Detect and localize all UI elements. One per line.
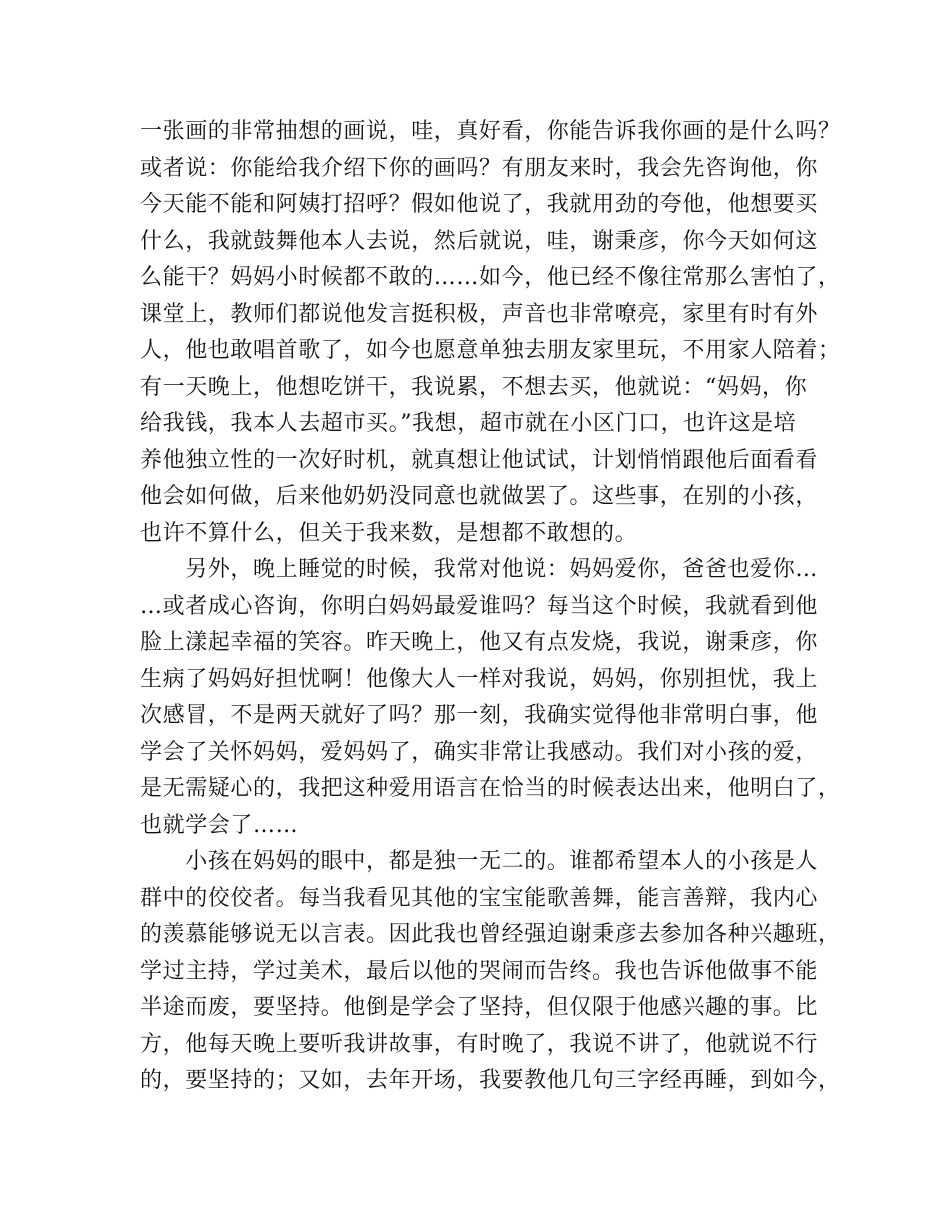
- text-line: 学过主持，学过美术，最后以他的哭闹而告终。我也告诉他做事不能: [140, 958, 819, 984]
- text-line: 是无需疑心的，我把这种爱用语言在恰当的时候表达出来，他明白了，: [140, 776, 841, 801]
- text-line: 脸上漾起幸福的笑容。昨天晚上，他又有点发烧，我说，谢秉彦，你: [140, 630, 819, 655]
- text-line: 的，要坚持的；又如，去年开场，我要教他几句三字经再睡，到如今，: [140, 1068, 841, 1093]
- text-line: 或者说：你能给我介绍下你的画吗？有朋友来时，我会先咨询他，你: [140, 155, 819, 181]
- text-line: 小孩在妈妈的眼中，都是独一无二的。谁都希望本人的小孩是人: [140, 849, 819, 874]
- text-line: 课堂上，教师们都说他发言挺积极，声音也非常嘹亮，家里有时有外: [140, 301, 819, 327]
- text-line: 次感冒，不是两天就好了吗？那一刻，我确实觉得他非常明白事，他: [140, 703, 819, 728]
- text-line: 的羡慕能够说无以言表。因此我也曾经强迫谢秉彦去参加各种兴趣班，: [140, 922, 841, 947]
- text-line: 生病了妈妈好担忧啊！他像大人一样对我说，妈妈，你别担忧，我上: [140, 666, 819, 692]
- text-line: 给我钱，我本人去超市买。”我想，超市就在小区门口，也许这是培: [140, 411, 797, 436]
- text-line: 人，他也敢唱首歌了，如今也愿意单独去朋友家里玩，不用家人陪着；: [140, 338, 841, 363]
- text-line: 一张画的非常抽想的画说，哇，真好看，你能告诉我你画的是什么吗？: [140, 119, 841, 144]
- text-line: 另外，晚上睡觉的时候，我常对他说：妈妈爱你，爸爸也爱你…: [140, 557, 819, 582]
- text-line: 也许不算什么，但关于我来数，是想都不敢想的。: [140, 520, 638, 546]
- text-line: 有一天晚上，他想吃饼干，我说累，不想去买，他就说：“妈妈，你: [140, 374, 808, 400]
- text-line: 方，他每天晚上要听我讲故事，有时晚了，我说不讲了，他就说不行: [140, 1031, 819, 1057]
- text-line: 群中的佼佼者。每当我看见其他的宝宝能歌善舞，能言善辩，我内心: [140, 885, 819, 911]
- text-line: 今天能不能和阿姨打招呼？假如他说了，我就用劲的夸他，他想要买: [140, 192, 819, 217]
- text-line: 他会如何做，后来他奶奶没同意也就做罢了。这些事，在别的小孩，: [140, 484, 819, 509]
- body-text: [140, 114, 840, 1100]
- text-line: 学会了关怀妈妈，爱妈妈了，确实非常让我感动。我们对小孩的爱，: [140, 739, 819, 765]
- text-line: 什么，我就鼓舞他本人去说，然后就说，哇，谢秉彦，你今天如何这: [140, 228, 819, 254]
- text-line: 也就学会了……: [140, 812, 299, 838]
- text-line: 养他独立性的一次好时机，就真想让他试试，计划悄悄跟他后面看看: [140, 447, 819, 473]
- text-line: 半途而废，要坚持。他倒是学会了坚持，但仅限于他感兴趣的事。比: [140, 995, 819, 1020]
- text-line: 么能干？妈妈小时候都不敢的……如今，他已经不像往常那么害怕了，: [140, 265, 841, 290]
- text-line: …或者成心咨询，你明白妈妈最爱谁吗？每当这个时候，我就看到他: [140, 593, 819, 619]
